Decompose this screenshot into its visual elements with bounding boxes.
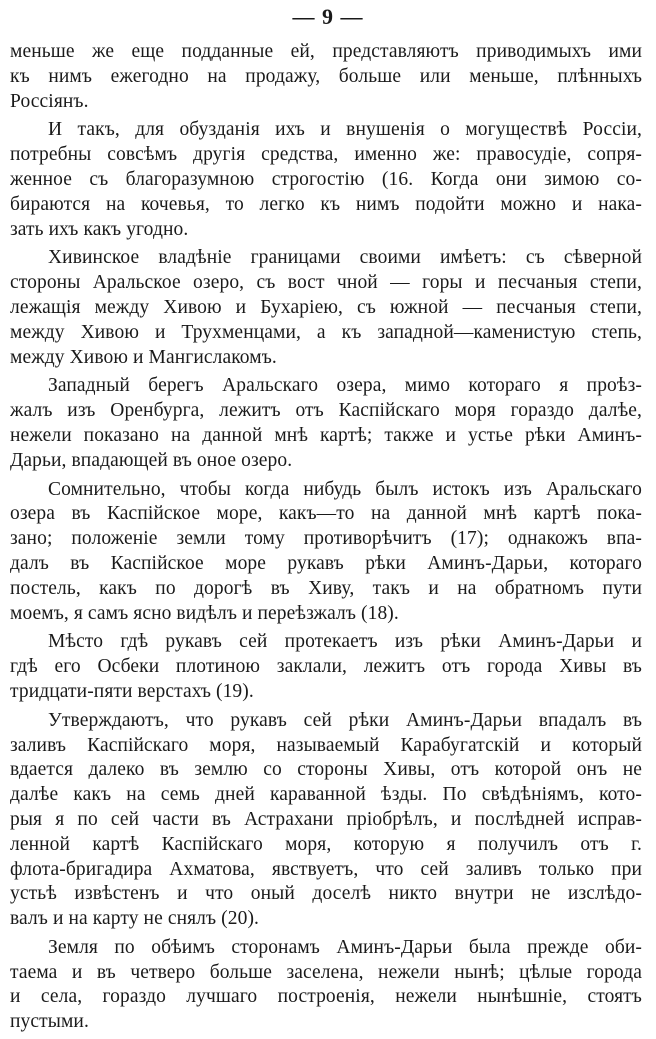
text-line: тридцати-пяти верстахъ (19). (10, 680, 254, 702)
text-line: нежели показано на данной мнѣ картѣ; также и устье рѣки Аминъ- (10, 424, 642, 446)
text-line: гдѣ его Осбеки плотиною заклали, лежитъ отъ города Хивы въ (10, 656, 642, 678)
text-line: флота-бригадира Ахматова, явствуетъ, что сей заливъ только при (10, 858, 642, 880)
paragraph-4 (10, 374, 642, 473)
text-line: далѣе какъ на семь дней караванной ѣзды. По свѣдѣніямъ, кото- (10, 784, 642, 806)
page-number: — 9 — (292, 4, 364, 29)
text-line: Дарьи, впадающей въ оное озеро. (10, 449, 293, 471)
text-line: постель, какъ по дорогѣ въ Хиву, такъ и на обратномъ пути (10, 577, 642, 599)
paragraph-8 (10, 936, 642, 1035)
text-line: ленной картѣ Каспійскаго моря, которую я получилъ отъ г. (10, 833, 642, 855)
text-line: лежащія между Хивою и Бухаріею, съ южной — песчаныя степи, (10, 296, 642, 318)
paragraph-2 (10, 118, 642, 242)
text-line: Мѣсто гдѣ рукавъ сей протекаетъ изъ рѣки Аминъ-Дарьи и (48, 631, 642, 653)
text-line: меньше же еще подданные ей, представляютъ приводимыхъ ими (10, 41, 642, 62)
text-line: Утверждаютъ, что рукавъ сей рѣки Аминъ-Дарьи впадалъ въ (48, 709, 642, 731)
paragraph-1 (10, 40, 642, 114)
text-line: зано; положеніе земли тому противорѣчитъ (17); однакожъ впа- (10, 528, 642, 550)
text-body (10, 40, 642, 1039)
paragraph-6 (10, 630, 642, 704)
text-line: между Хивою и Мангислакомъ. (10, 346, 277, 368)
text-line: Земля по обѣимъ сторонамъ Аминъ-Дарьи была прежде оби- (48, 936, 642, 958)
text-line: стороны Аральское озеро, съ вост чной — горы и песчаныя степи, (10, 272, 642, 294)
text-line: Хивинское владѣніе границами своими имѣетъ: съ сѣверной (48, 247, 642, 269)
text-line: Россіянъ. (10, 90, 89, 112)
text-line: и села, гораздо лучшаго построенія, нежели нынѣшніе, стоятъ (10, 986, 642, 1008)
text-line: жалъ изъ Оренбурга, лежитъ отъ Каспійскаго моря гораздо далѣе, (10, 400, 642, 422)
text-line: между Хивою и Трухменцами, а къ западной—каменистую степь, (10, 321, 642, 343)
text-line: бираются на кочевья, то легко къ нимъ подойти можно и нака- (10, 193, 642, 215)
text-line: женное съ благоразумною строгостію (16. Когда они зимою со- (10, 168, 642, 190)
text-line: озера въ Каспійское море, какъ—то на данной мнѣ картѣ пока- (10, 503, 642, 525)
paragraph-5 (10, 478, 642, 627)
text-line: Сомнительно, чтобы когда нибудь былъ истокъ изъ Аральскаго (48, 478, 642, 500)
text-line: заливъ Каспійскаго моря, называемый Карабугатскій и который (10, 734, 642, 756)
text-line: И такъ, для обузданія ихъ и внушенія о могуществѣ Россіи, (48, 119, 642, 141)
paragraph-3 (10, 246, 642, 370)
text-line: рыя я по сей части въ Астрахани пріобрѣлъ, и послѣдней исправ- (10, 808, 642, 830)
paragraph-7 (10, 709, 642, 932)
text-line: къ нимъ ежегодно на продажу, больше или меньше, плѣнныхъ (10, 65, 642, 87)
text-line: таема и въ четверо больше заселена, нежели нынѣ; цѣлые города (10, 961, 642, 983)
text-line: зать ихъ какъ угодно. (10, 218, 189, 240)
text-line: вдается далеко въ землю со стороны Хивы, отъ которой онъ не (10, 759, 642, 781)
text-line: моемъ, я самъ ясно видѣлъ и переѣзжалъ (18). (10, 602, 399, 624)
text-line: пустыми. (10, 1011, 89, 1033)
text-line: потребны совсѣмъ другія средства, именно же: правосудіе, сопря- (10, 144, 642, 166)
text-line: устьѣ извѣстенъ и что оный доселѣ никто внутри не изслѣдо- (10, 883, 642, 905)
text-line: Западный берегъ Аральскаго озера, мимо котораго я проѣз- (48, 375, 642, 397)
text-line: далъ въ Каспійское море рукавъ рѣки Аминъ-Дарьи, котораго (10, 552, 642, 574)
text-line: валъ и на карту не снялъ (20). (10, 908, 260, 930)
